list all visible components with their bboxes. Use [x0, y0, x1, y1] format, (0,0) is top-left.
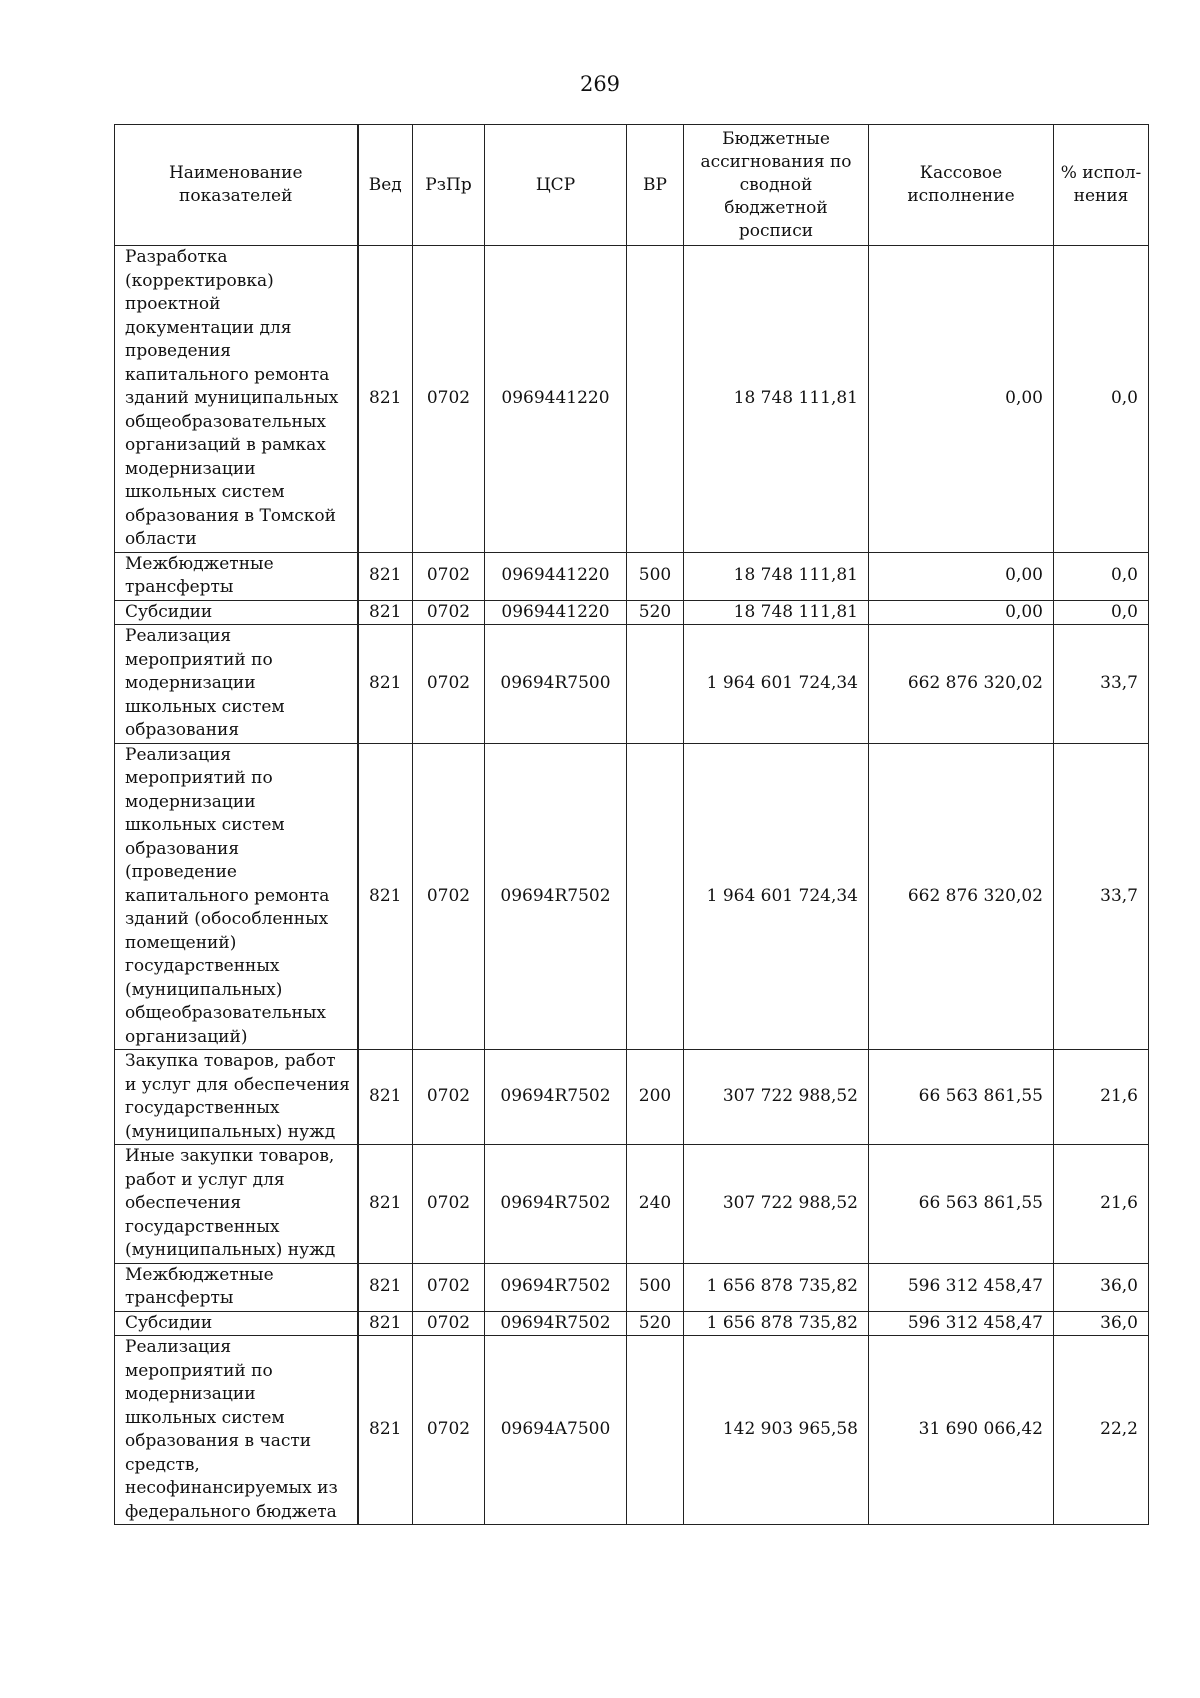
- row-csr: 09694R7502: [485, 743, 627, 1050]
- row-rzpr: 0702: [413, 600, 485, 625]
- row-assignments: 18 748 111,81: [684, 246, 869, 553]
- row-percent: 21,6: [1054, 1145, 1149, 1264]
- row-cash-execution: 596 312 458,47: [869, 1263, 1054, 1311]
- row-assignments: 1 656 878 735,82: [684, 1311, 869, 1336]
- table-row: [115, 246, 1149, 553]
- row-assignments: 307 722 988,52: [684, 1145, 869, 1264]
- row-assignments: 307 722 988,52: [684, 1050, 869, 1145]
- row-ved: 821: [358, 600, 413, 625]
- row-csr: 09694R7502: [485, 1311, 627, 1336]
- row-rzpr: 0702: [413, 246, 485, 553]
- row-rzpr: 0702: [413, 1263, 485, 1311]
- row-percent: 0,0: [1054, 600, 1149, 625]
- row-cash-execution: 596 312 458,47: [869, 1311, 1054, 1336]
- row-csr: 09694R7502: [485, 1263, 627, 1311]
- row-ved: 821: [358, 1145, 413, 1264]
- row-csr: 0969441220: [485, 246, 627, 553]
- row-ved: 821: [358, 1336, 413, 1525]
- row-vr: 200: [627, 1050, 684, 1145]
- row-rzpr: 0702: [413, 552, 485, 600]
- row-cash-execution: 31 690 066,42: [869, 1336, 1054, 1525]
- row-vr: [627, 625, 684, 744]
- row-ved: 821: [358, 1263, 413, 1311]
- table-header-row: [115, 125, 1149, 246]
- row-csr: 09694R7500: [485, 625, 627, 744]
- row-vr: 500: [627, 1263, 684, 1311]
- row-vr: [627, 743, 684, 1050]
- row-ved: 821: [358, 1050, 413, 1145]
- row-ved: 821: [358, 552, 413, 600]
- row-percent: 21,6: [1054, 1050, 1149, 1145]
- row-vr: [627, 246, 684, 553]
- row-name: Межбюджетные трансферты: [115, 1263, 358, 1311]
- row-ved: 821: [358, 246, 413, 553]
- header-rzpr: РзПр: [413, 125, 485, 246]
- row-cash-execution: 662 876 320,02: [869, 625, 1054, 744]
- header-cash-execution: Кассовое исполнение: [869, 125, 1054, 246]
- row-assignments: 18 748 111,81: [684, 600, 869, 625]
- header-ved: Вед: [358, 125, 413, 246]
- row-csr: 0969441220: [485, 600, 627, 625]
- row-cash-execution: 0,00: [869, 552, 1054, 600]
- row-rzpr: 0702: [413, 1050, 485, 1145]
- row-vr: [627, 1336, 684, 1525]
- row-percent: 0,0: [1054, 552, 1149, 600]
- row-percent: 22,2: [1054, 1336, 1149, 1525]
- row-vr: 240: [627, 1145, 684, 1264]
- table-row: [115, 743, 1149, 1050]
- row-percent: 36,0: [1054, 1263, 1149, 1311]
- row-cash-execution: 0,00: [869, 600, 1054, 625]
- row-assignments: 1 964 601 724,34: [684, 743, 869, 1050]
- table-row: [115, 1263, 1149, 1311]
- row-name: Реализация мероприятий по модернизации школьных систем образования (проведение капитального ремонта зданий (обособленных помещений) государственных (муниципальных) общеобразовательных организаций): [115, 743, 358, 1050]
- row-vr: 520: [627, 600, 684, 625]
- row-ved: 821: [358, 743, 413, 1050]
- header-csr: ЦСР: [485, 125, 627, 246]
- row-assignments: 142 903 965,58: [684, 1336, 869, 1525]
- row-cash-execution: 66 563 861,55: [869, 1050, 1054, 1145]
- row-vr: 500: [627, 552, 684, 600]
- row-rzpr: 0702: [413, 1311, 485, 1336]
- row-rzpr: 0702: [413, 1145, 485, 1264]
- row-percent: 33,7: [1054, 625, 1149, 744]
- table-row: [115, 625, 1149, 744]
- row-rzpr: 0702: [413, 743, 485, 1050]
- budget-table: [114, 124, 1149, 1525]
- row-name: Субсидии: [115, 1311, 358, 1336]
- header-percent: % испол-нения: [1054, 125, 1149, 246]
- row-name: Субсидии: [115, 600, 358, 625]
- row-rzpr: 0702: [413, 1336, 485, 1525]
- row-name: Разработка (корректировка) проектной документации для проведения капитального ремонта зданий муниципальных общеобразовательных организаций в рамках модернизации школьных систем образования в Томской области: [115, 246, 358, 553]
- row-assignments: 1 964 601 724,34: [684, 625, 869, 744]
- table-row: [115, 600, 1149, 625]
- header-vr: ВР: [627, 125, 684, 246]
- row-percent: 33,7: [1054, 743, 1149, 1050]
- row-csr: 09694A7500: [485, 1336, 627, 1525]
- header-name: Наименование показателей: [115, 125, 358, 246]
- row-name: Иные закупки товаров, работ и услуг для обеспечения государственных (муниципальных) нужд: [115, 1145, 358, 1264]
- row-name: Реализация мероприятий по модернизации школьных систем образования в части средств, несофинансируемых из федерального бюджета: [115, 1336, 358, 1525]
- table-row: [115, 1145, 1149, 1264]
- row-ved: 821: [358, 1311, 413, 1336]
- row-vr: 520: [627, 1311, 684, 1336]
- row-assignments: 18 748 111,81: [684, 552, 869, 600]
- row-ved: 821: [358, 625, 413, 744]
- table-row: [115, 1336, 1149, 1525]
- row-cash-execution: 0,00: [869, 246, 1054, 553]
- table-row: [115, 552, 1149, 600]
- row-name: Межбюджетные трансферты: [115, 552, 358, 600]
- row-name: Закупка товаров, работ и услуг для обеспечения государственных (муниципальных) нужд: [115, 1050, 358, 1145]
- row-cash-execution: 66 563 861,55: [869, 1145, 1054, 1264]
- row-csr: 09694R7502: [485, 1145, 627, 1264]
- row-rzpr: 0702: [413, 625, 485, 744]
- row-percent: 36,0: [1054, 1311, 1149, 1336]
- table-row: [115, 1050, 1149, 1145]
- row-csr: 09694R7502: [485, 1050, 627, 1145]
- table-row: [115, 1311, 1149, 1336]
- header-assignments: Бюджетные ассигнования по сводной бюджетной росписи: [684, 125, 869, 246]
- page-number: 269: [579, 72, 621, 96]
- row-cash-execution: 662 876 320,02: [869, 743, 1054, 1050]
- row-assignments: 1 656 878 735,82: [684, 1263, 869, 1311]
- row-name: Реализация мероприятий по модернизации школьных систем образования: [115, 625, 358, 744]
- row-percent: 0,0: [1054, 246, 1149, 553]
- row-csr: 0969441220: [485, 552, 627, 600]
